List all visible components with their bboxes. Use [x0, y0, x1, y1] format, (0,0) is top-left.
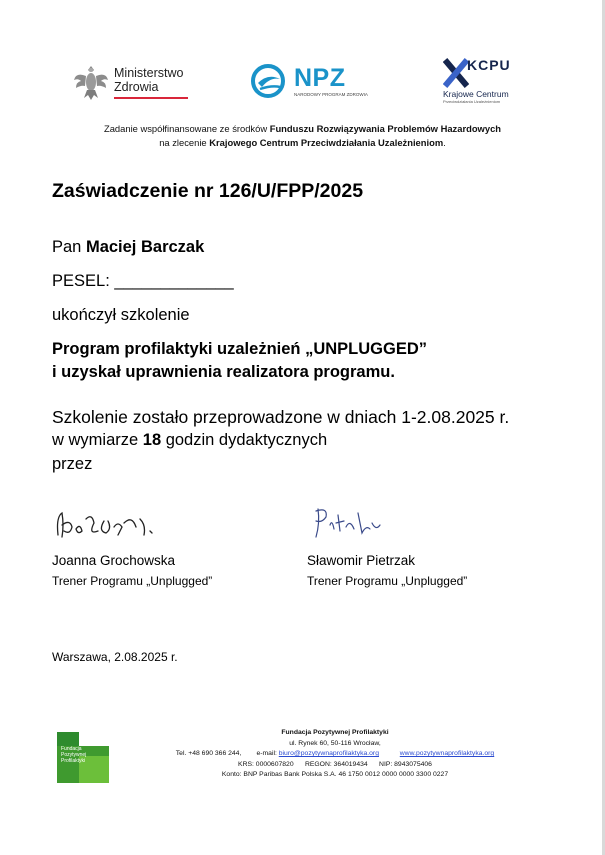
signature-grochowska	[52, 505, 162, 545]
footer-org: Fundacja Pozytywnej Profilaktyki	[281, 729, 389, 736]
certificate-title: Zaświadczenie nr 126/U/FPP/2025	[52, 180, 364, 202]
by-label: przez	[52, 455, 93, 473]
email-link[interactable]: biuro@pozytywnaprofilaktyka.org	[278, 750, 379, 758]
kcpu-name: Krajowe Centrum	[443, 89, 509, 99]
recipient-name: Maciej Barczak	[85, 238, 205, 256]
pesel-line: PESEL: _____________	[52, 272, 234, 290]
kcpu-logo	[443, 58, 513, 108]
cofunding-note: Zadanie współfinansowane ze środków Funduszu Rozwiązywania Problemów Hazardowych na zlecenie Krajowego Centrum Przeciwdziałania Uzależnieniom.	[103, 123, 502, 148]
completed-line: ukończył szkolenie	[52, 306, 190, 324]
footer-address: ul. Rynek 60, 50-116 Wrocław,	[289, 739, 381, 747]
ministry-name: Ministerstwo Zdrowia	[114, 66, 184, 94]
fpp-logo-text: Fundacja Pozytywnej Profilaktyki	[61, 746, 87, 764]
recipient-line: Pan Maciej Barczak	[52, 238, 205, 256]
training-hours: 18	[142, 431, 162, 449]
training-scope: w wymiarze 18 godzin dydaktycznych	[52, 431, 328, 449]
website-link[interactable]: www.pozytywnaprofilaktyka.org	[399, 750, 495, 758]
footer-registry: KRS: 0000607820 REGON: 364019434 NIP: 8943075406	[238, 760, 432, 768]
fpp-logo	[57, 732, 109, 783]
signatory-2-name: Sławomir Pietrzak	[307, 553, 416, 568]
eagle-emblem-icon	[72, 62, 110, 104]
training-dates: Szkolenie zostało przeprowadzone w dniach 1-2.08.2025 r.	[52, 407, 510, 427]
footer-contact	[140, 728, 530, 781]
ministry-of-health-logo	[72, 62, 192, 104]
footer-account: Konto: BNP Paribas Bank Polska S.A. 46 1750 0012 0000 0000 3300 0227	[221, 771, 449, 779]
signatory-1-name: Joanna Grochowska	[52, 553, 176, 568]
kcpu-cross-icon	[443, 58, 469, 88]
signature-pietrzak	[310, 505, 390, 541]
npz-logo	[250, 63, 368, 103]
signatory-1-role: Trener Programu „Unplugged”	[52, 574, 213, 588]
place-and-date: Warszawa, 2.08.2025 r.	[52, 650, 178, 664]
program-title: Program profilaktyki uzależnień „UNPLUGGED”	[52, 340, 427, 358]
kcpu-subtitle: Przeciwdziałania Uzależnieniom	[443, 99, 501, 104]
npz-subtitle: NARODOWY PROGRAM ZDROWIA	[294, 92, 368, 97]
npz-name: NPZ	[294, 64, 346, 92]
footer-contact-line: Tel. +48 690 366 244, e-mail: biuro@pozytywnaprofilaktyka.org www.pozytywnaprofilaktyka.org	[175, 750, 495, 758]
signatory-2-role: Trener Programu „Unplugged”	[307, 574, 468, 588]
program-rights: i uzyskał uprawnienia realizatora programu.	[52, 363, 395, 381]
npz-swirl-icon	[250, 63, 290, 99]
ministry-red-line	[114, 97, 188, 99]
kcpu-letters: KCPU	[467, 57, 511, 73]
